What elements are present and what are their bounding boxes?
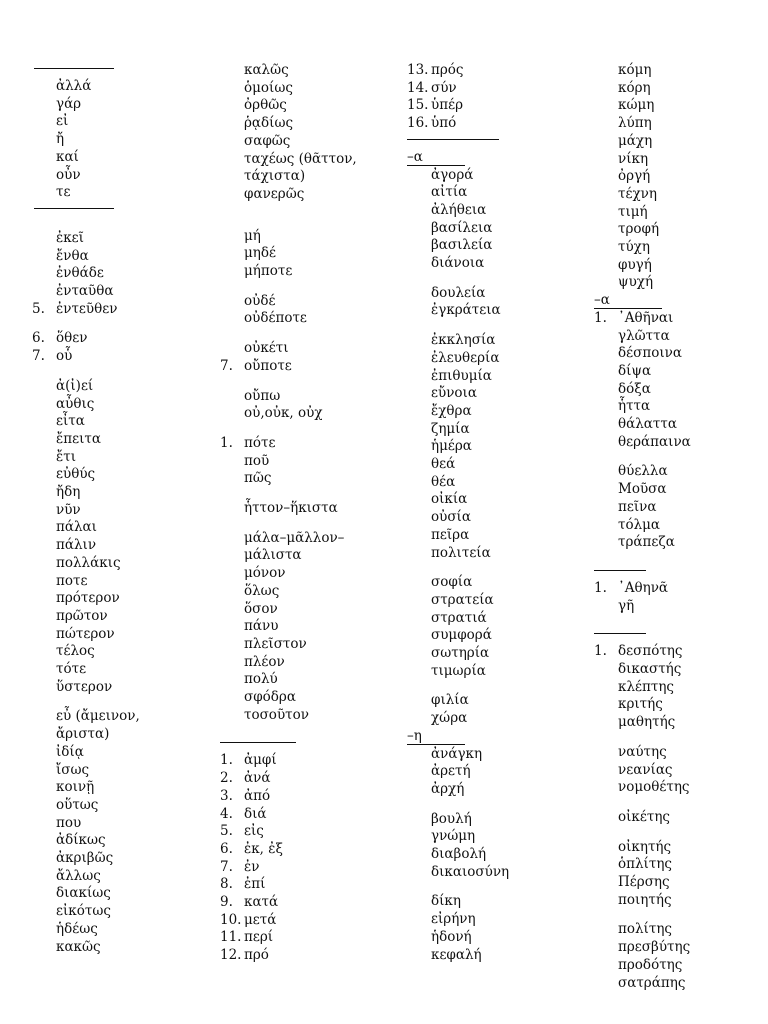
entry-number: 1.	[594, 643, 607, 660]
greek-word: μετά	[244, 911, 277, 928]
greek-word: ἐκκλησία	[431, 332, 496, 349]
greek-word: καί	[56, 148, 79, 165]
greek-word: Πέρσης	[618, 874, 670, 890]
greek-word: μάλα–μᾶλλον–	[244, 529, 345, 546]
greek-word: ἔτι	[56, 448, 77, 465]
entry-number: 9.	[220, 894, 233, 910]
greek-word: πολλάκις	[56, 554, 121, 571]
greek-word: πολύ	[244, 671, 278, 688]
greek-word: τέλος	[56, 643, 95, 660]
greek-word: πάλιν	[56, 537, 97, 554]
greek-word: ἧττα	[618, 398, 651, 415]
greek-word: διάνοια	[431, 255, 485, 271]
greek-word: κόρη	[618, 79, 651, 96]
entry-number: 1.	[594, 579, 607, 596]
greek-word: εἰ	[56, 113, 69, 130]
greek-word: νομοθέτης	[618, 779, 690, 796]
greek-word: ὅσον	[244, 600, 278, 617]
greek-word: χώρα	[431, 710, 468, 727]
greek-word: θύελλα	[618, 463, 668, 480]
greek-word: ἄλλως	[56, 867, 101, 884]
greek-word: πρός	[431, 62, 464, 78]
section-divider	[594, 570, 646, 571]
greek-word: ταχέως (θᾶττον,	[244, 150, 357, 167]
greek-word: οὐδέποτε	[244, 310, 307, 327]
greek-word: ἡδέως	[56, 920, 98, 937]
greek-word: νίκη	[618, 150, 649, 167]
greek-word: ἔχθρα	[431, 402, 472, 419]
greek-word: τοσοῦτον	[244, 706, 309, 723]
entry-number: 8.	[220, 876, 233, 893]
entry-number: 14.	[407, 79, 429, 96]
greek-word: πλεῖστον	[244, 635, 307, 652]
greek-word: στρατιά	[431, 609, 487, 626]
entry-number: 3.	[220, 787, 233, 804]
entry-number: 12.	[220, 947, 242, 964]
greek-word: ἤδη	[56, 484, 81, 500]
greek-word: ναύτης	[618, 743, 667, 760]
greek-word: ὑπό	[431, 115, 457, 132]
greek-word: εὐθύς	[56, 466, 96, 483]
greek-word: τράπεζα	[618, 534, 675, 551]
greek-word: στρατεία	[431, 591, 494, 608]
greek-word: πρῶτον	[56, 607, 108, 624]
greek-word: οὔποτε	[244, 357, 292, 374]
declension-heading-label: –α	[407, 148, 423, 165]
greek-word: κοινῇ	[56, 779, 95, 796]
entry-number: 7.	[220, 858, 233, 875]
entry-number: 7.	[220, 357, 233, 374]
greek-word: ἔπειτα	[56, 430, 101, 447]
greek-word: ἐπί	[244, 876, 266, 893]
greek-word: ἡμέρα	[431, 438, 472, 455]
vocab-column-2	[220, 0, 390, 1024]
greek-word: ὀρθῶς	[244, 97, 287, 114]
greek-word: μάχη	[618, 132, 653, 149]
declension-heading-label: –α	[594, 292, 610, 309]
greek-word: ἀλλά	[56, 78, 92, 94]
greek-word: ἐγκράτεια	[431, 302, 501, 319]
section-divider	[34, 68, 114, 69]
greek-word: ἀ(ἰ)εί	[56, 377, 94, 394]
greek-word: μήποτε	[244, 263, 293, 279]
greek-word: γλῶττα	[618, 327, 670, 344]
greek-word: θέα	[431, 473, 456, 490]
greek-word: οἰκητής	[618, 838, 672, 855]
greek-word: ἐκεῖ	[56, 229, 84, 246]
entry-number: 6.	[32, 330, 45, 347]
vocab-column-3	[407, 0, 577, 1024]
greek-word: οὐσία	[431, 509, 471, 526]
declension-heading-label: –η	[407, 727, 422, 744]
section-divider	[407, 139, 499, 140]
greek-word: ἤ	[56, 131, 65, 148]
section-divider	[34, 208, 114, 209]
greek-word: ποτε	[56, 572, 88, 589]
greek-word: ἀδίκως	[56, 832, 106, 849]
greek-word: εἶτα	[56, 413, 85, 430]
greek-word: βασίλεια	[431, 219, 493, 236]
entry-number: 7.	[32, 348, 45, 365]
greek-word: ὁπλίτης	[618, 856, 672, 873]
greek-word: κόμη	[618, 62, 652, 78]
greek-word: ὑπέρ	[431, 97, 464, 114]
declension-heading	[594, 292, 610, 309]
greek-word: μαθητής	[618, 714, 676, 731]
greek-word: θεράπαινα	[618, 433, 691, 450]
greek-word: οὖν	[56, 166, 81, 183]
greek-word: πάλαι	[56, 519, 97, 536]
greek-word: σαφῶς	[244, 132, 291, 149]
greek-word: γάρ	[56, 95, 82, 112]
greek-word: εἰκότως	[56, 903, 111, 920]
greek-word: φυγή	[618, 256, 652, 273]
greek-word: δικαιοσύνη	[431, 863, 510, 880]
greek-word: αὖθις	[56, 395, 95, 412]
greek-word: κακῶς	[56, 938, 101, 955]
greek-word: εἰρήνη	[431, 911, 476, 928]
entry-number: 11.	[220, 929, 242, 946]
greek-word: αἰτία	[431, 184, 468, 201]
greek-word: ποιητής	[618, 891, 672, 908]
greek-word: δέσποινα	[618, 345, 682, 362]
greek-word: ὁμοίως	[244, 79, 293, 96]
greek-word: ἀρετή	[431, 763, 471, 780]
greek-word: πρότερον	[56, 590, 120, 607]
greek-word: ἀνάγκη	[431, 745, 483, 762]
entry-number: 1.	[220, 752, 233, 769]
greek-word: κριτής	[618, 696, 663, 713]
greek-word: ῥᾳδίως	[244, 115, 294, 132]
greek-word: μάλιστα	[244, 547, 302, 564]
greek-word: τόλμα	[618, 516, 661, 533]
greek-word: γνώμη	[431, 828, 476, 845]
greek-word: διά	[244, 805, 267, 822]
entry-number: 4.	[220, 805, 233, 822]
greek-word: ἐκ, ἐξ	[244, 840, 283, 857]
greek-word: διαβολή	[431, 846, 487, 862]
greek-word: σατράπης	[618, 974, 686, 991]
greek-word: κατά	[244, 894, 279, 910]
greek-word: πρεσβύτης	[618, 939, 691, 956]
greek-word: ὅλως	[244, 582, 280, 599]
greek-word: πότε	[244, 434, 276, 451]
greek-word: ἡδονή	[431, 928, 472, 945]
greek-word: οὗ	[56, 348, 73, 365]
greek-word: ζημία	[431, 420, 470, 437]
greek-word: ἀπό	[244, 787, 271, 804]
greek-word: δίκη	[431, 893, 461, 910]
greek-word: ὅθεν	[56, 330, 88, 347]
declension-heading	[407, 728, 422, 745]
greek-word: βασιλεία	[431, 237, 493, 254]
entry-number: 5.	[220, 823, 233, 840]
greek-word: τύχη	[618, 239, 650, 255]
greek-word: λύπη	[618, 115, 652, 132]
greek-word: ᾿Αθηνᾶ	[618, 579, 669, 596]
greek-word: διακίως	[56, 885, 111, 902]
greek-word: ἐντεῦθεν	[56, 300, 118, 317]
greek-word: πάνυ	[244, 618, 279, 635]
greek-word: καλῶς	[244, 62, 289, 78]
greek-word: δίψα	[618, 362, 652, 379]
vocab-column-4	[594, 0, 764, 1024]
greek-word: τέχνη	[618, 185, 657, 202]
greek-word: ἄριστα)	[56, 726, 110, 743]
section-divider	[220, 742, 296, 743]
entry-number: 10.	[220, 911, 242, 928]
entry-number: 13.	[407, 62, 429, 78]
vocab-column-1	[32, 0, 202, 1024]
greek-word: φανερῶς	[244, 185, 305, 202]
greek-word: δουλεία	[431, 284, 486, 301]
greek-word: νῦν	[56, 501, 81, 518]
greek-word: τάχιστα)	[244, 168, 306, 185]
greek-word: εὔνοια	[431, 385, 477, 402]
greek-word: θεά	[431, 456, 456, 472]
greek-word: οὔπω	[244, 387, 281, 404]
greek-word: ἐνταῦθα	[56, 283, 114, 299]
greek-word: πεῖρα	[431, 526, 470, 543]
greek-word: ἴσως	[56, 761, 90, 778]
greek-word: σύν	[431, 79, 457, 96]
greek-word: πολίτης	[618, 921, 672, 938]
greek-word: μηδέ	[244, 245, 276, 262]
greek-word: ἧττον–ἥκιστα	[244, 500, 338, 516]
greek-word: δεσπότης	[618, 643, 683, 660]
entry-number: 6.	[220, 840, 233, 857]
section-divider	[594, 633, 646, 634]
greek-word: τότε	[56, 661, 87, 677]
greek-word: ἀγορά	[431, 166, 474, 183]
greek-word: ἀκριβῶς	[56, 850, 114, 866]
greek-word: σφόδρα	[244, 689, 296, 705]
greek-word: ἀμφί	[244, 752, 277, 769]
greek-word: οἰκία	[431, 491, 468, 508]
greek-word: ψυχή	[618, 274, 654, 291]
greek-word: πρό	[244, 947, 269, 964]
greek-word: τιμή	[618, 203, 648, 220]
greek-word: σωτηρία	[431, 645, 490, 661]
greek-word: ἐλευθερία	[431, 349, 500, 366]
greek-word: που	[56, 814, 82, 831]
greek-word: φιλία	[431, 692, 469, 709]
greek-word: ἐπιθυμία	[431, 367, 492, 384]
greek-word: ὀργή	[618, 168, 651, 185]
greek-word: ἀρχή	[431, 780, 465, 797]
greek-word: σοφία	[431, 574, 473, 591]
greek-word: ᾿Αθῆναι	[618, 309, 674, 326]
greek-word: εἰς	[244, 823, 264, 840]
greek-word: βουλή	[431, 810, 472, 827]
greek-word: πώτερον	[56, 625, 115, 642]
entry-number: 15.	[407, 97, 429, 114]
greek-word: πλέον	[244, 653, 285, 670]
greek-word: οἰκέτης	[618, 808, 670, 825]
greek-word: οὐκέτι	[244, 340, 289, 357]
greek-word: ἔνθα	[56, 247, 89, 264]
greek-word: πολιτεία	[431, 544, 491, 561]
greek-word: οὐδέ	[244, 292, 276, 309]
greek-word: περί	[244, 929, 274, 946]
greek-word: εὖ (ἄμεινον,	[56, 708, 140, 725]
greek-word: ἐνθάδε	[56, 265, 104, 282]
greek-word: οὕτως	[56, 796, 99, 813]
greek-word: δικαστής	[618, 661, 682, 677]
greek-word: ἀλήθεια	[431, 201, 487, 218]
entry-number: 1.	[594, 309, 607, 326]
greek-word: ἐν	[244, 858, 260, 875]
greek-word: κλέπτης	[618, 678, 674, 695]
greek-word: ὕστερον	[56, 678, 113, 695]
greek-word: ἰδίᾳ	[56, 743, 84, 760]
entry-number: 5.	[32, 300, 45, 317]
greek-word: μόνον	[244, 565, 286, 582]
greek-word: ἀνά	[244, 770, 271, 787]
greek-word: μή	[244, 227, 261, 244]
greek-word: κώμη	[618, 97, 655, 114]
entry-number: 1.	[220, 434, 233, 451]
greek-word: γῆ	[618, 597, 635, 614]
greek-word: πεῖνα	[618, 498, 657, 515]
declension-heading	[407, 149, 423, 166]
greek-word: πῶς	[244, 470, 272, 487]
greek-word: νεανίας	[618, 761, 673, 778]
greek-word: Μοῦσα	[618, 481, 667, 498]
greek-word: ποῦ	[244, 452, 270, 469]
greek-word: κεφαλή	[431, 946, 482, 963]
greek-word: τροφή	[618, 221, 660, 238]
greek-word: συμφορά	[431, 627, 492, 644]
greek-word: προδότης	[618, 956, 683, 973]
greek-word: οὐ,οὐκ, οὐχ	[244, 405, 323, 422]
greek-word: δόξα	[618, 380, 651, 397]
entry-number: 2.	[220, 770, 233, 787]
greek-word: θάλαττα	[618, 416, 677, 432]
greek-word: τιμωρία	[431, 662, 486, 679]
entry-number: 16.	[407, 115, 429, 132]
greek-word: τε	[56, 184, 71, 201]
